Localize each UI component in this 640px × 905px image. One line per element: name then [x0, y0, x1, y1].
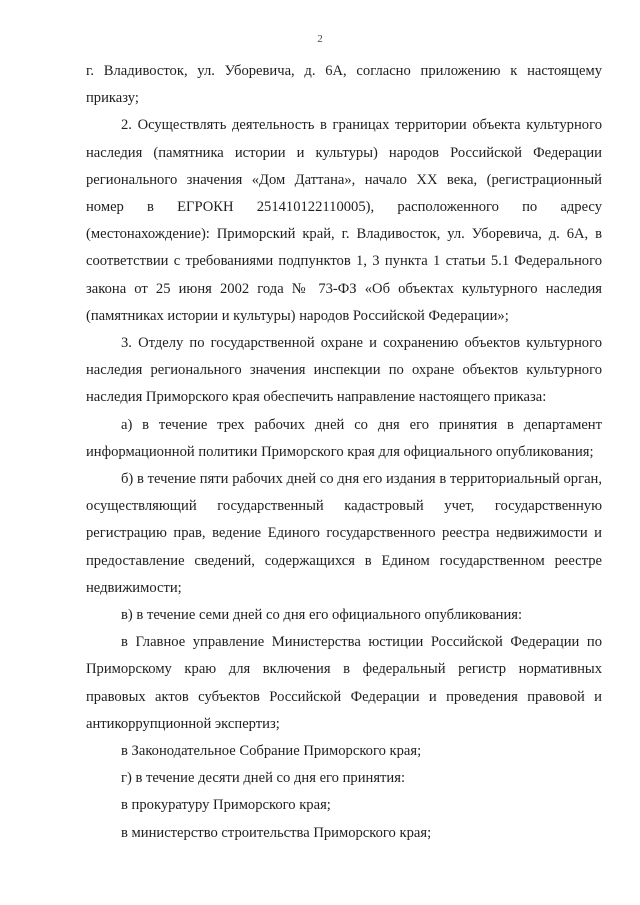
paragraph-construction-ministry: в министерство строительства Приморского края; — [121, 824, 432, 841]
paragraph-subitem-a: а) в течение трех рабочих дней со дня его принятия в департамент информационной политики Приморского края для официального опубликования; — [86, 416, 602, 460]
paragraph-prosecutor: в прокуратуру Приморского края; — [121, 797, 331, 814]
document-body — [86, 58, 602, 847]
paragraph-legislative-assembly: в Законодательное Собрание Приморского края; — [121, 743, 422, 760]
paragraph-subitem-b: б) в течение пяти рабочих дней со дня его издания в территориальный орган, осуществляющий государственный кадастровый учет, государственную регистрацию прав, ведение Единого государственного реестра недвижимости и предоставление сведений, содержащихся в Едином государственном реестре недвижимости; — [86, 471, 602, 596]
paragraph-item-2: 2. Осуществлять деятельность в границах территории объекта культурного наследия (памятника истории и культуры) народов Российской Федерации регионального значения «Дом Даттана», начало XX века, (регистрационный номер в ЕГРОКН 251410122110005), расположенного по адресу (местонахождение): Приморский край, г. Владивосток, ул. Уборевича, д. 6А, в соответствии с требованиями подпунктов 1, 3 пункта 1 статьи 5.1 Федерального закона от 25 июня 2002 года № 73-ФЗ «Об объектах культурного наследия (памятниках истории и культуры) народов Российской Федерации»; — [86, 117, 602, 324]
paragraph-address-continuation: г. Владивосток, ул. Уборевича, д. 6А, согласно приложению к настоящему приказу; — [86, 63, 602, 107]
paragraph-item-3: 3. Отделу по государственной охране и сохранению объектов культурного наследия регионального значения инспекции по охране объектов культурного наследия Приморского края обеспечить направление настоящего приказа: — [86, 335, 602, 406]
paragraph-subitem-g: г) в течение десяти дней со дня его принятия: — [121, 770, 406, 787]
paragraph-ministry-justice: в Главное управление Министерства юстиции Российской Федерации по Приморскому краю для включения в федеральный регистр нормативных правовых актов субъектов Российской Федерации и проведения правовой и антикоррупционной экспертиз; — [86, 634, 602, 732]
paragraph-subitem-v: в) в течение семи дней со дня его официального опубликования: — [121, 607, 523, 624]
page-number: 2 — [317, 33, 323, 45]
